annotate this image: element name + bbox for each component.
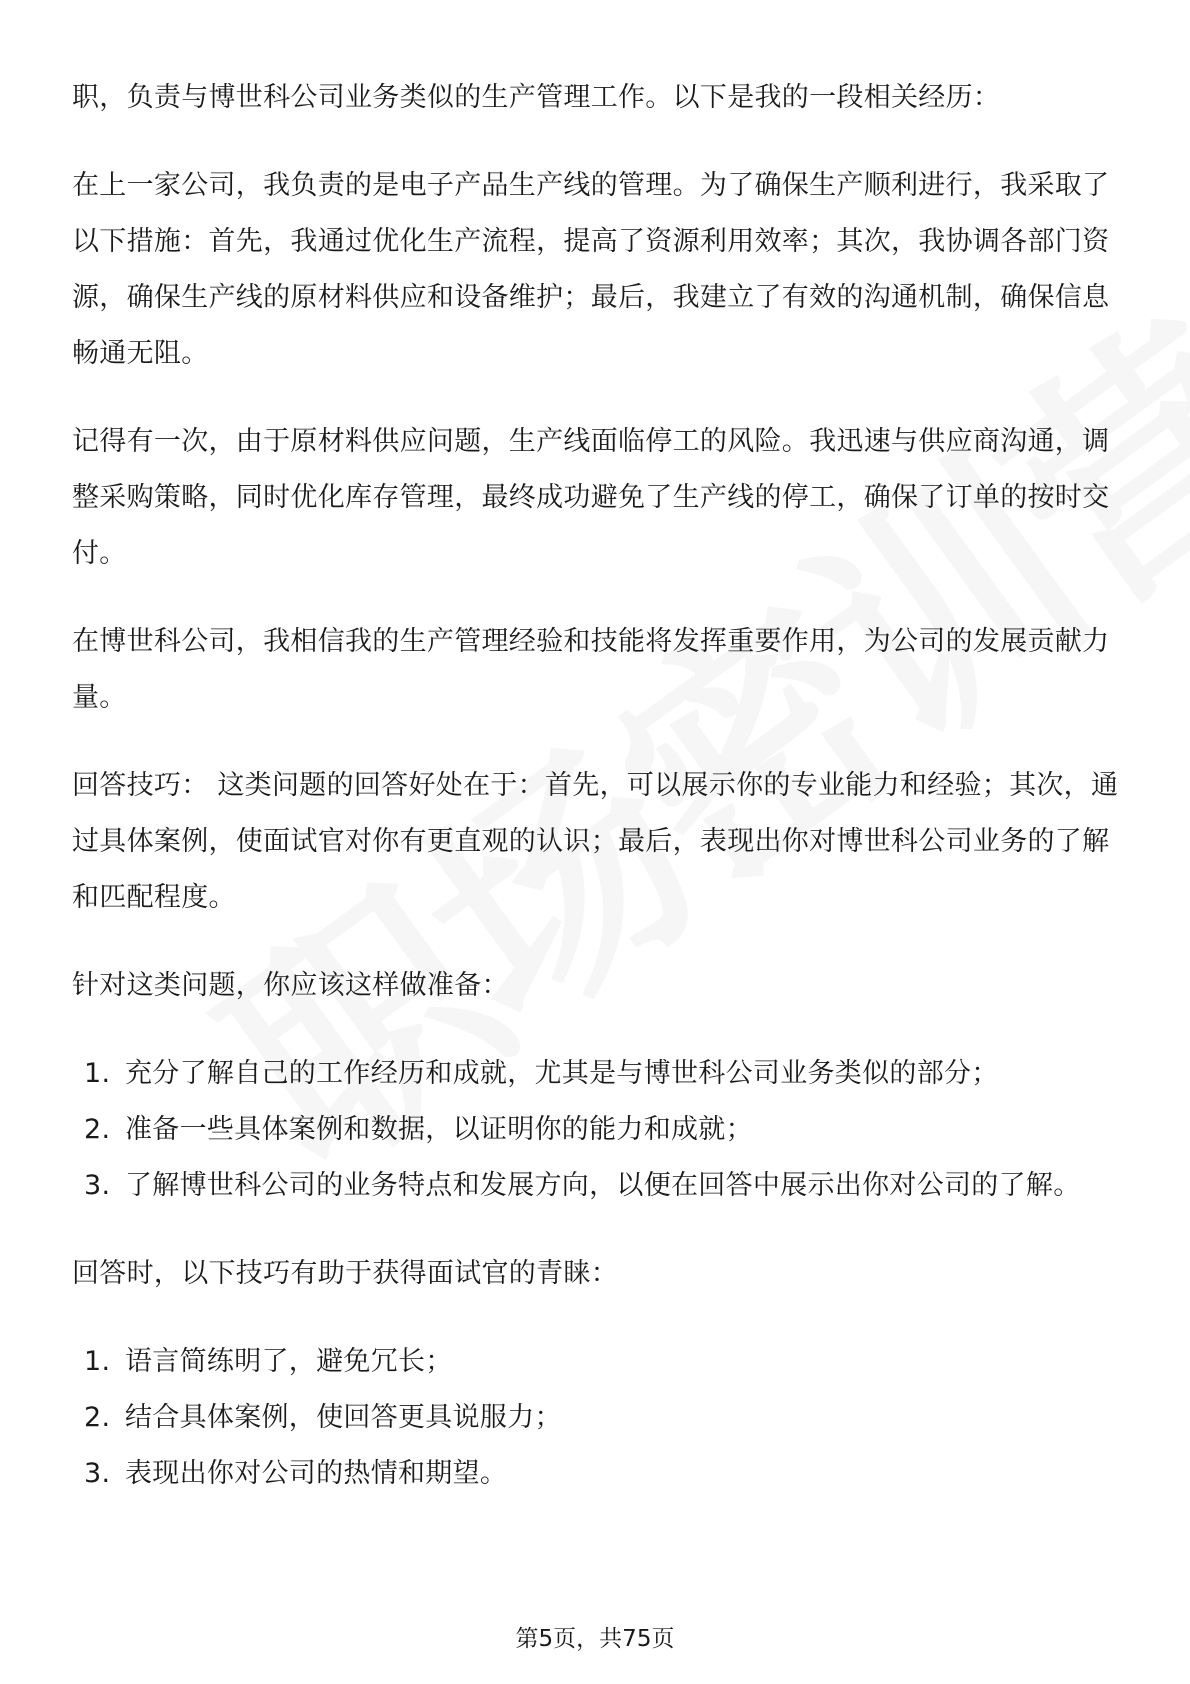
list-item-text: 充分了解自己的工作经历和成就，尤其是与博世科公司业务类似的部分； xyxy=(125,1058,999,1089)
paragraph-experience: 在上一家公司，我负责的是电子产品生产线的管理。为了确保生产顺利进行，我采取了以下措施：首先，我通过优化生产流程，提高了资源利用效率；其次，我协调各部门资源，确保生产线的原材料供应和设备维护；最后，我建立了有效的沟通机制，确保信息畅通无阻。 xyxy=(72,170,1110,369)
list-item-text: 了解博世科公司的业务特点和发展方向，以便在回答中展示出你对公司的了解。 xyxy=(125,1170,1081,1201)
list-item-text: 表现出你对公司的热情和期望。 xyxy=(125,1458,508,1489)
list-item-text: 语言简练明了，避免冗长； xyxy=(125,1346,453,1377)
list-item-text: 准备一些具体案例和数据，以证明你的能力和成就； xyxy=(125,1114,753,1145)
list-item xyxy=(72,1046,1122,1102)
list-item xyxy=(72,1390,1122,1446)
page-content xyxy=(72,70,1122,1534)
paragraph-tips-intro: 回答时，以下技巧有助于获得面试官的青睐： xyxy=(72,1258,618,1289)
list-item-number: 1. xyxy=(84,1346,111,1377)
paragraph-contribution: 在博世科公司，我相信我的生产管理经验和技能将发挥重要作用，为公司的发展贡献力量。 xyxy=(72,626,1110,713)
list-item-number: 2. xyxy=(84,1114,111,1145)
list-item-number: 3. xyxy=(84,1458,111,1489)
list-item xyxy=(72,1102,1122,1158)
page-number-footer: 第5页，共75页 xyxy=(515,1626,675,1652)
list-item-number: 2. xyxy=(84,1402,111,1433)
tips-list xyxy=(72,1334,1122,1502)
list-item xyxy=(72,1446,1122,1502)
paragraph-story: 记得有一次，由于原材料供应问题，生产线面临停工的风险。我迅速与供应商沟通，调整采购策略，同时优化库存管理，最终成功避免了生产线的停工，确保了订单的按时交付。 xyxy=(72,426,1110,569)
list-item-text: 结合具体案例，使回答更具说服力； xyxy=(125,1402,562,1433)
list-item-number: 3. xyxy=(84,1170,111,1201)
paragraph-prep-intro: 针对这类问题，你应该这样做准备： xyxy=(72,970,509,1001)
paragraph-answer-tips: 回答技巧： 这类问题的回答好处在于：首先，可以展示你的专业能力和经验；其次，通过具体案例，使面试官对你有更直观的认识；最后，表现出你对博世科公司业务的了解和匹配程度。 xyxy=(72,770,1119,913)
list-item xyxy=(72,1158,1122,1214)
paragraph-intro: 职，负责与博世科公司业务类似的生产管理工作。以下是我的一段相关经历： xyxy=(72,82,1001,113)
list-item-number: 1. xyxy=(84,1058,111,1089)
list-item xyxy=(72,1334,1122,1390)
prep-list xyxy=(72,1046,1122,1214)
